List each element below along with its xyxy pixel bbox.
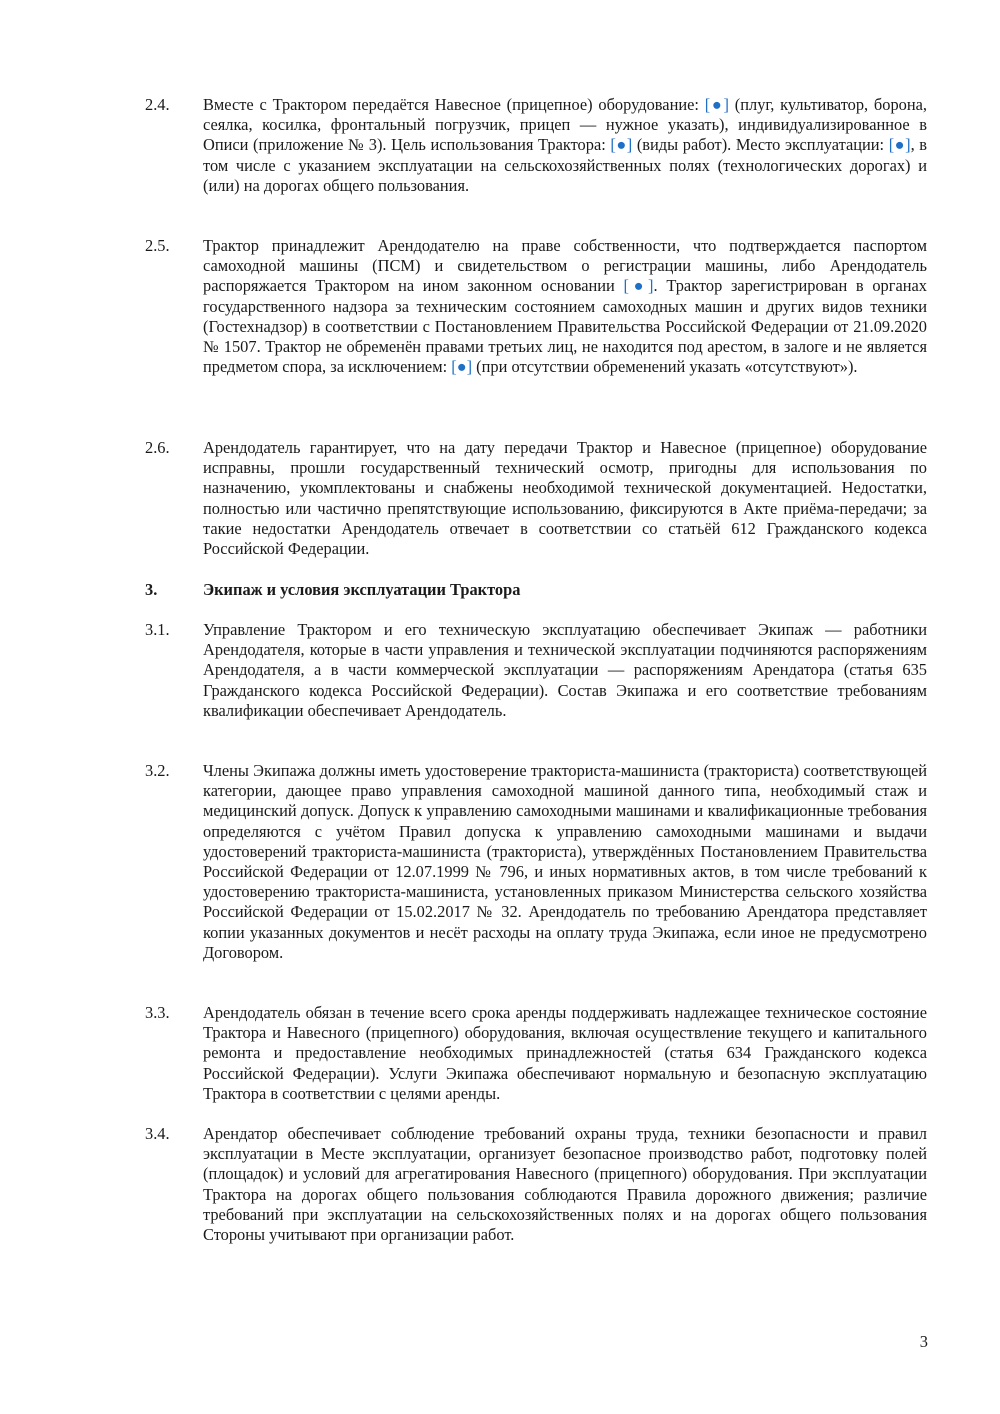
section-number: 3. bbox=[145, 580, 158, 599]
clause-text-part: , в том числе с указанием эксплуатации на сельскохозяйственных полях (технологических дорогах) и (или) на дорогах общего пользования. bbox=[203, 135, 928, 195]
placeholder-marker: [●] bbox=[451, 357, 473, 377]
section-title: Экипаж и условия эксплуатации Трактора bbox=[203, 580, 521, 599]
clause-text-part: (при отсутствии обременений указать «отсутствуют»). bbox=[472, 357, 858, 377]
placeholder-marker: [●] bbox=[704, 95, 729, 114]
clause-text: Члены Экипажа должны иметь удостоверение тракториста-машиниста (тракториста) соответствующей категории, дающее право управления самоходной машиной данного типа, необходимый стаж и медицинский допуск. Допуск к управлению самоходными машинами и квалификационные требования определяются с учётом Правил допуска к управлению самоходными машинами и выдачи удостоверений тракториста-машиниста (тракториста), утверждённых Постановлением Правительства Российской Федерации от 12.07.1999 № 796, и иных нормативных актов, в том числе требований к удостоверению тракториста-машиниста, установленных приказом Министерства сельского хозяйства Российской Федерации от 15.02.2017 № 32. Арендодатель по требованию Арендатора представляет копии указанных документов и несёт расходы на оплату труда Экипажа, если иное не предусмотрено Договором. bbox=[203, 761, 927, 962]
clause-number: 3.3. bbox=[145, 1003, 170, 1022]
clause-3-1 bbox=[145, 620, 927, 721]
clause-3-2 bbox=[145, 761, 927, 963]
clause-text-part: (виды работ). Место эксплуатации: bbox=[632, 135, 889, 155]
clause-2-4 bbox=[145, 95, 927, 196]
clause-text-part: Вместе с Трактором передаётся Навесное (прицепное) оборудование: bbox=[203, 95, 705, 114]
clause-number: 2.4. bbox=[145, 95, 170, 114]
clause-text bbox=[203, 236, 927, 377]
placeholder-marker: [●] bbox=[610, 135, 633, 155]
clause-3-3 bbox=[145, 1003, 927, 1104]
clause-number: 3.1. bbox=[145, 620, 170, 639]
clause-2-5 bbox=[145, 236, 927, 377]
placeholder-marker: [●] bbox=[623, 276, 654, 296]
page-number: 3 bbox=[919, 1332, 928, 1351]
placeholder-marker: [●] bbox=[888, 135, 911, 155]
clause-2-6 bbox=[145, 438, 927, 559]
section-heading-3 bbox=[145, 580, 927, 600]
clause-number: 3.4. bbox=[145, 1124, 170, 1143]
clause-text: Арендатор обеспечивает соблюдение требований охраны труда, техники безопасности и правил эксплуатации в Месте эксплуатации, организует безопасное производство работ, подготовку полей (площадок) и условий для агрегатирования Навесного (прицепного) оборудования. При эксплуатации Трактора на дорогах общего пользования соблюдаются Правила дорожного движения; различие требований при эксплуатации на сельскохозяйственных полях и на дорогах общего пользования Стороны учитывают при организации работ. bbox=[203, 1124, 927, 1245]
clause-3-4 bbox=[145, 1124, 927, 1245]
clause-text: Арендодатель обязан в течение всего срока аренды поддерживать надлежащее техническое состояние Трактора и Навесного (прицепного) оборудования, включая осуществление текущего и капитального ремонта и предоставление необходимых принадлежностей (статья 634 Гражданского кодекса Российской Федерации). Услуги Экипажа обеспечивают нормальную и безопасную эксплуатацию Трактора в соответствии с целями аренды. bbox=[203, 1003, 927, 1103]
clause-number: 2.6. bbox=[145, 438, 170, 457]
clause-text bbox=[203, 95, 927, 196]
clause-text-part: (плуг, культиватор, борона, сеялка, косилка, фронтальный погрузчик, прицеп — нужное указать), индивидуализированное в Описи (приложение № 3). Цель использования Трактора: bbox=[203, 95, 927, 155]
clause-text: Арендодатель гарантирует, что на дату передачи Трактор и Навесное (прицепное) оборудование исправны, прошли государственный технический осмотр, пригодны для использования по назначению, укомплектованы и снабжены необходимой технической документацией. Недостатки, полностью или частично препятствующие использованию, фиксируются в Акте приёма-передачи; за такие недостатки Арендодатель отвечает в соответствии со статьёй 612 Гражданского кодекса Российской Федерации. bbox=[203, 438, 927, 559]
clause-number: 2.5. bbox=[145, 236, 170, 255]
clause-text-part: Трактор принадлежит Арендодателю на праве собственности, что подтверждается паспортом самоходной машины (ПСМ) и свидетельством о регистрации машины, либо Арендодатель распоряжается Трактором на ином законном основании bbox=[203, 236, 927, 296]
clause-text: Управление Трактором и его техническую эксплуатацию обеспечивает Экипаж — работники Арендодателя, которые в части управления и технической эксплуатации подчиняются распоряжениям Арендодателя, а в части коммерческой эксплуатации — распоряжениям Арендатора (статья 635 Гражданского кодекса Российской Федерации). Состав Экипажа и его соответствие требованиям квалификации обеспечивает Арендодатель. bbox=[203, 620, 927, 720]
clause-number: 3.2. bbox=[145, 761, 170, 780]
clause-text-part: . Трактор зарегистрирован в органах государственного надзора за техническим состоянием самоходных машин и других видов техники (Гостехнадзор) в соответствии с Постановлением Правительства Российской Федерации от 21.09.2020 № 1507. Трактор не обременён правами третьих лиц, не находится под арестом, в залоге и не является предметом спора, за исключением: bbox=[203, 276, 927, 377]
